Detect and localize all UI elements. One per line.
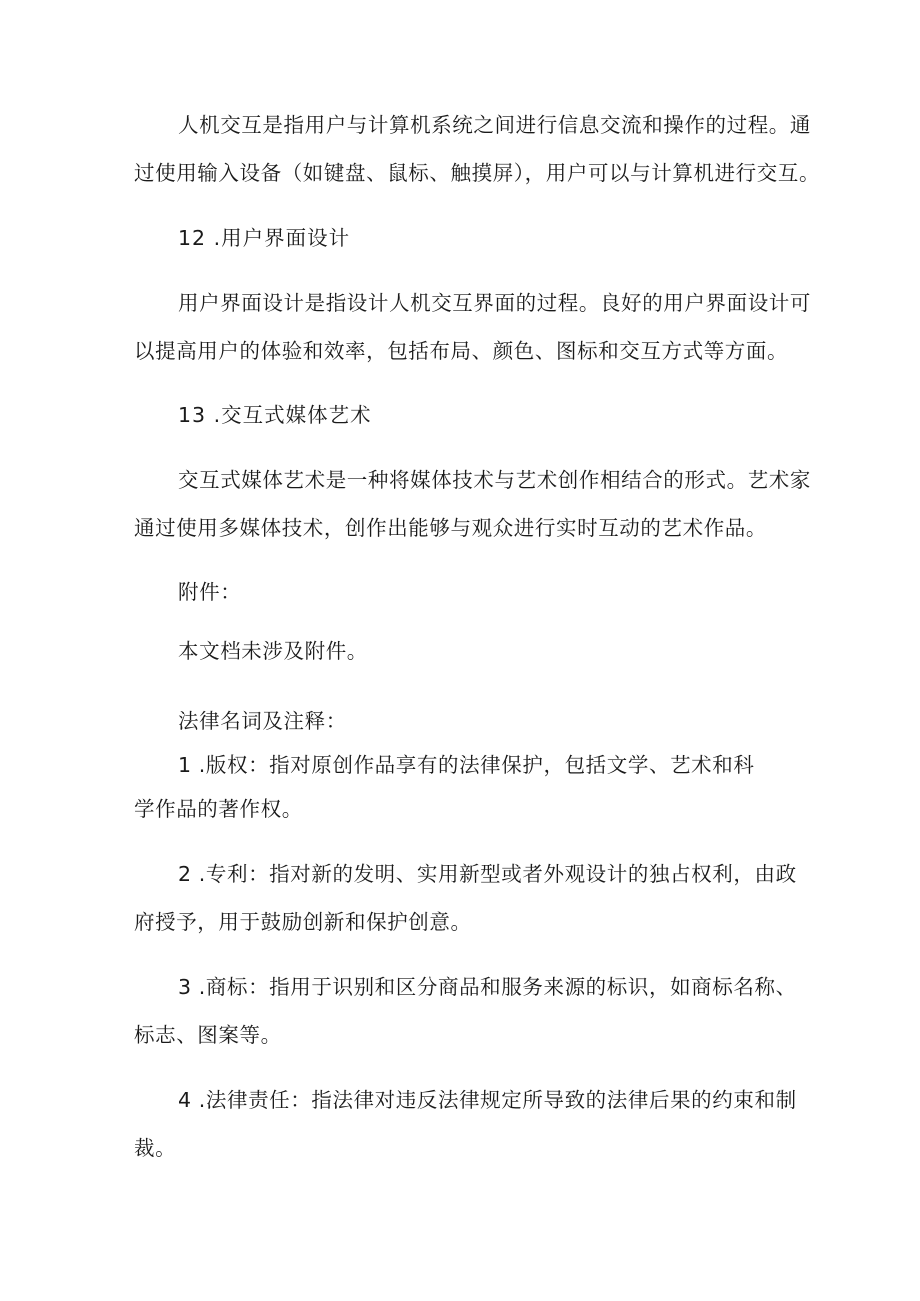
legal-item-1-line-1: 1 .版权：指对原创作品享有的法律保护，包括文学、艺术和科 xyxy=(178,753,755,777)
attachment-text: 本文档未涉及附件。 xyxy=(178,639,368,663)
legal-item-4-line-1: 4 .法律责任：指法律对违反法律规定所导致的法律后果的约束和制 xyxy=(178,1088,797,1112)
legal-item-1-line-2: 学作品的著作权。 xyxy=(134,797,303,821)
hci-paragraph-line-2: 过使用输入设备（如键盘、鼠标、触摸屏），用户可以与计算机进行交互。 xyxy=(134,161,821,185)
legal-item-3-line-2: 标志、图案等。 xyxy=(134,1023,282,1047)
legal-item-2-line-1: 2 .专利：指对新的发明、实用新型或者外观设计的独占权利，由政 xyxy=(178,862,797,886)
legal-item-2-line-2: 府授予，用于鼓励创新和保护创意。 xyxy=(134,910,472,934)
media-paragraph-line-1: 交互式媒体艺术是一种将媒体技术与艺术创作相结合的形式。艺术家 xyxy=(178,468,811,492)
section-heading-12: 12 .用户界面设计 xyxy=(178,226,351,250)
legal-item-4-line-2: 裁。 xyxy=(134,1136,177,1160)
media-paragraph-line-2: 通过使用多媒体技术，创作出能够与观众进行实时互动的艺术作品。 xyxy=(134,516,767,540)
section-heading-13: 13 .交互式媒体艺术 xyxy=(178,403,372,427)
hci-paragraph-line-1: 人机交互是指用户与计算机系统之间进行信息交流和操作的过程。通 xyxy=(178,113,811,137)
attachment-label: 附件： xyxy=(178,580,242,604)
ui-paragraph-line-2: 以提高用户的体验和效率，包括布局、颜色、图标和交互方式等方面。 xyxy=(134,339,789,363)
ui-paragraph-line-1: 用户界面设计是指设计人机交互界面的过程。良好的用户界面设计可 xyxy=(178,291,811,315)
legal-item-3-line-1: 3 .商标：指用于识别和区分商品和服务来源的标识，如商标名称、 xyxy=(178,975,797,999)
legal-terms-heading: 法律名词及注释： xyxy=(178,709,347,733)
